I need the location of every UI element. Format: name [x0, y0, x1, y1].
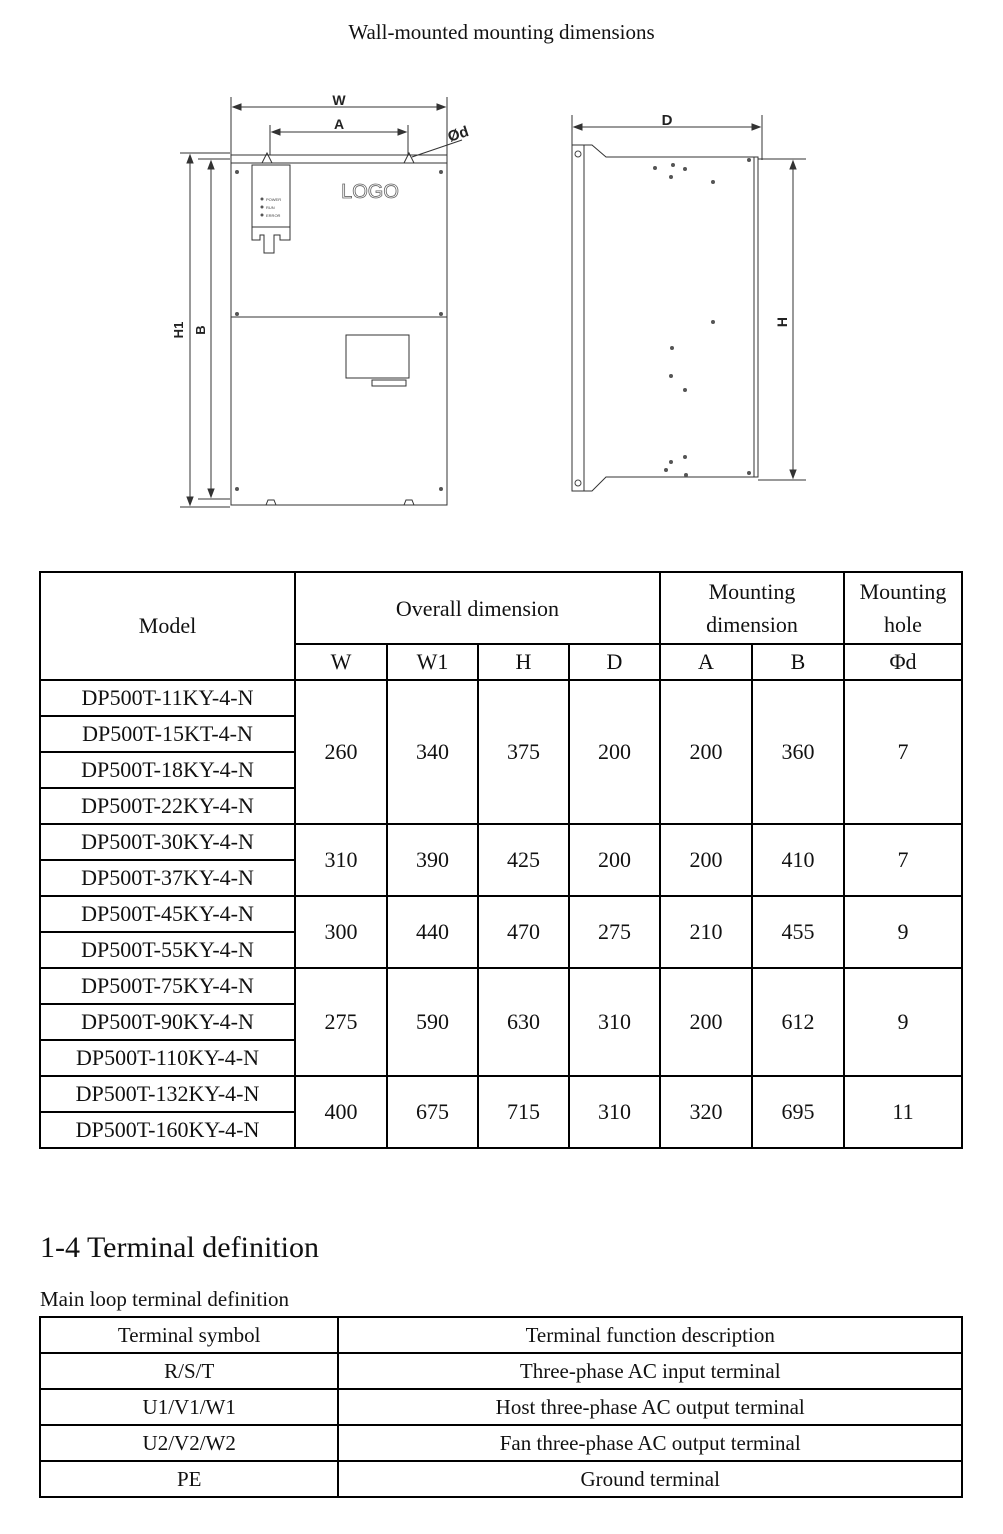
- dimension-value-cell: 340: [387, 680, 478, 824]
- table-row: [40, 680, 962, 716]
- dimension-value-cell: 695: [752, 1076, 844, 1148]
- terminal-symbol-cell: PE: [40, 1461, 338, 1497]
- dimension-value-cell: 310: [569, 968, 660, 1076]
- model-cell: DP500T-132KY-4-N: [40, 1076, 295, 1112]
- header-terminal-description: Terminal function description: [338, 1317, 962, 1353]
- dim-label-w: W: [332, 92, 346, 108]
- header-col-h: H: [478, 644, 569, 680]
- terminal-description-cell: Three-phase AC input terminal: [338, 1353, 962, 1389]
- dimension-value-cell: 320: [660, 1076, 752, 1148]
- model-cell: DP500T-30KY-4-N: [40, 824, 295, 860]
- dimension-value-cell: 630: [478, 968, 569, 1076]
- dimension-value-cell: 7: [844, 824, 962, 896]
- dimension-value-cell: 470: [478, 896, 569, 968]
- model-cell: DP500T-45KY-4-N: [40, 896, 295, 932]
- table-row: [40, 824, 962, 860]
- led-run-label: RUN: [266, 205, 275, 210]
- header-col-b: B: [752, 644, 844, 680]
- table-row: [40, 1353, 962, 1389]
- dimension-value-cell: 400: [295, 1076, 387, 1148]
- header-col-w1: W1: [387, 644, 478, 680]
- dimension-value-cell: 200: [569, 824, 660, 896]
- logo-text: LOGO: [341, 181, 399, 203]
- header-col-d: D: [569, 644, 660, 680]
- dim-label-h1: H1: [171, 321, 186, 339]
- dimension-value-cell: 200: [660, 968, 752, 1076]
- model-cell: DP500T-37KY-4-N: [40, 860, 295, 896]
- dim-label-side-d: D: [661, 112, 673, 129]
- terminal-description-cell: Host three-phase AC output terminal: [338, 1389, 962, 1425]
- header-mounting-hole: Mounting hole: [844, 572, 962, 644]
- dimension-value-cell: 675: [387, 1076, 478, 1148]
- dimension-value-cell: 260: [295, 680, 387, 824]
- dimension-value-cell: 210: [660, 896, 752, 968]
- dimension-value-cell: 200: [660, 680, 752, 824]
- dimension-value-cell: 200: [569, 680, 660, 824]
- section-title: 1-4 Terminal definition: [40, 1231, 319, 1264]
- dimension-value-cell: 425: [478, 824, 569, 896]
- terminal-description-cell: Fan three-phase AC output terminal: [338, 1425, 962, 1461]
- terminal-table: [39, 1316, 963, 1498]
- dimension-value-cell: 300: [295, 896, 387, 968]
- dimension-value-cell: 440: [387, 896, 478, 968]
- model-cell: DP500T-22KY-4-N: [40, 788, 295, 824]
- dimension-value-cell: 360: [752, 680, 844, 824]
- table-row: [40, 968, 962, 1004]
- section-subtitle: Main loop terminal definition: [40, 1287, 290, 1311]
- table-row: [40, 1461, 962, 1497]
- dimension-value-cell: 9: [844, 896, 962, 968]
- model-cell: DP500T-90KY-4-N: [40, 1004, 295, 1040]
- terminal-description-cell: Ground terminal: [338, 1461, 962, 1497]
- header-overall-dimension: Overall dimension: [295, 572, 660, 644]
- model-cell: DP500T-15KT-4-N: [40, 716, 295, 752]
- dim-label-hole: Ød: [445, 123, 471, 146]
- dimension-value-cell: 200: [660, 824, 752, 896]
- header-col-hole-d: Φd: [844, 644, 962, 680]
- dimension-value-cell: 7: [844, 680, 962, 824]
- header-col-a: A: [660, 644, 752, 680]
- model-cell: DP500T-55KY-4-N: [40, 932, 295, 968]
- mounting-dimension-drawing: [0, 85, 1003, 525]
- dimension-value-cell: 275: [569, 896, 660, 968]
- model-cell: DP500T-160KY-4-N: [40, 1112, 295, 1148]
- table-row: [40, 1425, 962, 1461]
- terminal-symbol-cell: R/S/T: [40, 1353, 338, 1389]
- header-model: Model: [40, 572, 295, 680]
- dimension-value-cell: 612: [752, 968, 844, 1076]
- dimension-value-cell: 455: [752, 896, 844, 968]
- led-power-label: POWER: [266, 197, 282, 202]
- table-row: [40, 1389, 962, 1425]
- dimension-table: [39, 571, 963, 1149]
- terminal-symbol-cell: U1/V1/W1: [40, 1389, 338, 1425]
- dimension-value-cell: 715: [478, 1076, 569, 1148]
- dim-label-a: A: [333, 116, 345, 132]
- model-cell: DP500T-18KY-4-N: [40, 752, 295, 788]
- terminal-symbol-cell: U2/V2/W2: [40, 1425, 338, 1461]
- model-cell: DP500T-110KY-4-N: [40, 1040, 295, 1076]
- model-cell: DP500T-11KY-4-N: [40, 680, 295, 716]
- dimension-value-cell: 310: [569, 1076, 660, 1148]
- dimension-value-cell: 375: [478, 680, 569, 824]
- dimension-value-cell: 590: [387, 968, 478, 1076]
- dimension-value-cell: 390: [387, 824, 478, 896]
- dimension-value-cell: 275: [295, 968, 387, 1076]
- figure-caption: Wall-mounted mounting dimensions: [348, 20, 655, 44]
- header-terminal-symbol: Terminal symbol: [40, 1317, 338, 1353]
- table-row: [40, 896, 962, 932]
- dimension-value-cell: 310: [295, 824, 387, 896]
- dimension-value-cell: 410: [752, 824, 844, 896]
- dim-label-b: B: [193, 325, 208, 335]
- led-error-label: ERROR: [266, 213, 281, 218]
- dim-label-side-h: H: [774, 316, 790, 328]
- header-col-w: W: [295, 644, 387, 680]
- model-cell: DP500T-75KY-4-N: [40, 968, 295, 1004]
- table-row: [40, 1076, 962, 1112]
- dimension-value-cell: 9: [844, 968, 962, 1076]
- dimension-value-cell: 11: [844, 1076, 962, 1148]
- header-mounting-dimension: Mounting dimension: [660, 572, 844, 644]
